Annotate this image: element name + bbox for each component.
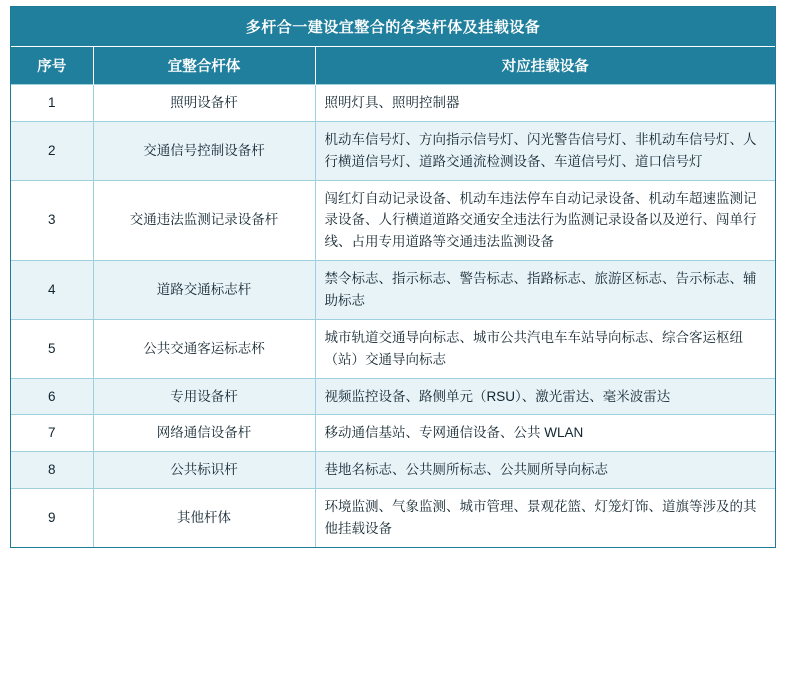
table-body [11,85,775,547]
row-pole-type: 公共交通客运标志杯 [93,319,315,378]
row-number: 9 [11,489,93,547]
row-equipment: 照明灯具、照明控制器 [315,85,775,122]
row-equipment: 移动通信基站、专网通信设备、公共 WLAN [315,415,775,452]
column-header-pole: 宜整合杆体 [93,47,315,85]
table-column-header-row [11,47,775,85]
row-pole-type: 网络通信设备杆 [93,415,315,452]
row-equipment: 闯红灯自动记录设备、机动车违法停车自动记录设备、机动车超速监测记录设备、人行横道道路交通安全违法行为监测记录设备以及逆行、闯单行线、占用专用道路等交通违法监测设备 [315,180,775,261]
row-number: 4 [11,261,93,320]
table-header [11,7,775,85]
row-number: 8 [11,452,93,489]
table-row [11,319,775,378]
row-number: 7 [11,415,93,452]
column-header-equipment: 对应挂载设备 [315,47,775,85]
row-number: 5 [11,319,93,378]
row-equipment: 巷地名标志、公共厕所标志、公共厕所导向标志 [315,452,775,489]
row-number: 2 [11,121,93,180]
table-row [11,85,775,122]
row-pole-type: 道路交通标志杆 [93,261,315,320]
table-row [11,180,775,261]
row-equipment: 城市轨道交通导向标志、城市公共汽电车车站导向标志、综合客运枢纽（站）交通导向标志 [315,319,775,378]
row-pole-type: 交通违法监测记录设备杆 [93,180,315,261]
row-pole-type: 交通信号控制设备杆 [93,121,315,180]
row-equipment: 环境监测、气象监测、城市管理、景观花篮、灯笼灯饰、道旗等涉及的其他挂载设备 [315,489,775,547]
pole-integration-table [11,7,775,547]
row-pole-type: 专用设备杆 [93,378,315,415]
table-title-row [11,7,775,47]
row-equipment: 机动车信号灯、方向指示信号灯、闪光警告信号灯、非机动车信号灯、人行横道信号灯、道路交通流检测设备、车道信号灯、道口信号灯 [315,121,775,180]
table-row [11,121,775,180]
row-number: 1 [11,85,93,122]
pole-integration-table-container [10,6,776,548]
row-pole-type: 照明设备杆 [93,85,315,122]
table-row [11,452,775,489]
table-row [11,489,775,547]
row-pole-type: 其他杆体 [93,489,315,547]
table-row [11,261,775,320]
table-row [11,415,775,452]
row-equipment: 视频监控设备、路侧单元（RSU）、激光雷达、毫米波雷达 [315,378,775,415]
table-row [11,378,775,415]
table-title: 多杆合一建设宜整合的各类杆体及挂载设备 [11,7,775,47]
row-number: 6 [11,378,93,415]
row-equipment: 禁令标志、指示标志、警告标志、指路标志、旅游区标志、告示标志、辅助标志 [315,261,775,320]
row-number: 3 [11,180,93,261]
column-header-no: 序号 [11,47,93,85]
row-pole-type: 公共标识杆 [93,452,315,489]
